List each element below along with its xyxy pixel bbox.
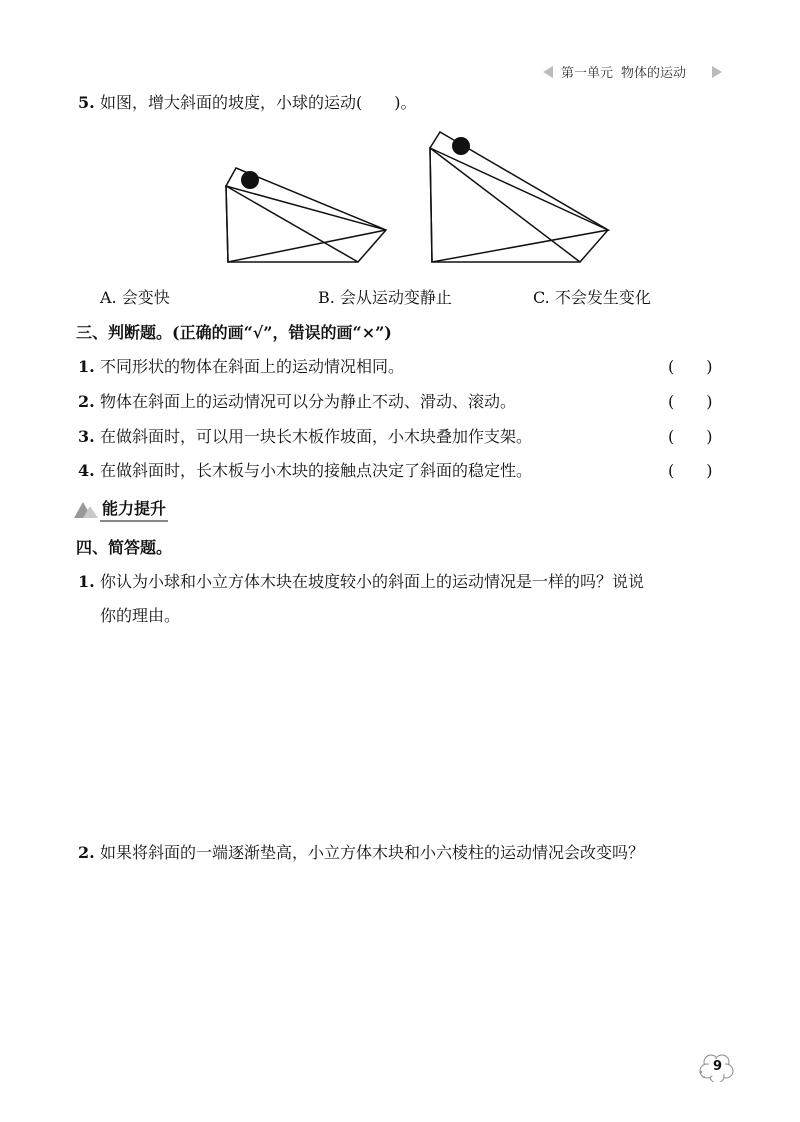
question-number: 2. bbox=[78, 843, 95, 862]
page-number: 9 bbox=[713, 1059, 723, 1074]
answer-parenthesis[interactable]: ( ) bbox=[668, 461, 713, 480]
question-text: 你认为小球和小立方体木块在坡度较小的斜面上的运动情况是一样的吗？说说 bbox=[100, 572, 645, 591]
short-answer-1-cont: 你的理由。 bbox=[100, 606, 181, 625]
option-a: A. 会变快 bbox=[100, 288, 170, 307]
triangle-left-icon bbox=[543, 66, 553, 78]
question-text: 如果将斜面的一端逐渐垫高，小立方体木块和小六棱柱的运动情况会改变吗？ bbox=[100, 843, 645, 862]
item-text: 物体在斜面上的运动情况可以分为静止不动、滑动、滚动。 bbox=[100, 392, 517, 411]
item-number: 1. bbox=[78, 357, 95, 376]
judge-item-2 bbox=[78, 391, 516, 413]
mountain-icon bbox=[74, 500, 98, 518]
ability-section-badge bbox=[74, 496, 168, 522]
question-text: 如图，增大斜面的坡度，小球的运动( )。 bbox=[100, 93, 417, 112]
incline-figure bbox=[200, 110, 620, 270]
page-number-badge bbox=[698, 1052, 736, 1082]
judge-item-3 bbox=[78, 426, 532, 448]
item-text: 在做斜面时，长木板与小木块的接触点决定了斜面的稳定性。 bbox=[100, 461, 533, 480]
item-number: 2. bbox=[78, 392, 95, 411]
short-answer-1 bbox=[78, 571, 644, 593]
option-b: B. 会从运动变静止 bbox=[318, 288, 452, 307]
triangle-right-icon bbox=[712, 66, 722, 78]
steep-incline-side bbox=[430, 148, 608, 262]
item-number: 3. bbox=[78, 427, 95, 446]
question-number: 1. bbox=[78, 572, 95, 591]
steep-incline-surface bbox=[430, 148, 580, 262]
ability-title: 能力提升 bbox=[100, 496, 168, 522]
option-c: C. 不会发生变化 bbox=[533, 288, 651, 307]
page-header bbox=[543, 62, 722, 81]
question-number: 5. bbox=[78, 93, 95, 112]
item-text: 在做斜面时，可以用一块长木板作坡面，小木块叠加作支架。 bbox=[100, 427, 533, 446]
answer-parenthesis[interactable]: ( ) bbox=[668, 357, 713, 376]
header-unit: 第一单元 bbox=[560, 66, 613, 81]
item-text: 不同形状的物体在斜面上的运动情况相同。 bbox=[100, 357, 405, 376]
short-answer-2 bbox=[78, 842, 644, 864]
section-4-title: 四、简答题。 bbox=[76, 538, 173, 557]
section-3-title: 三、判断题。(正确的画“√”，错误的画“×”) bbox=[76, 323, 392, 342]
judge-item-1 bbox=[78, 356, 404, 378]
ball-icon bbox=[452, 137, 470, 155]
item-number: 4. bbox=[78, 461, 95, 480]
ball-icon bbox=[241, 171, 259, 189]
header-topic: 物体的运动 bbox=[620, 66, 686, 81]
low-incline-surface bbox=[226, 186, 358, 262]
answer-parenthesis[interactable]: ( ) bbox=[668, 427, 713, 446]
answer-parenthesis[interactable]: ( ) bbox=[668, 392, 713, 411]
judge-item-4 bbox=[78, 460, 532, 482]
